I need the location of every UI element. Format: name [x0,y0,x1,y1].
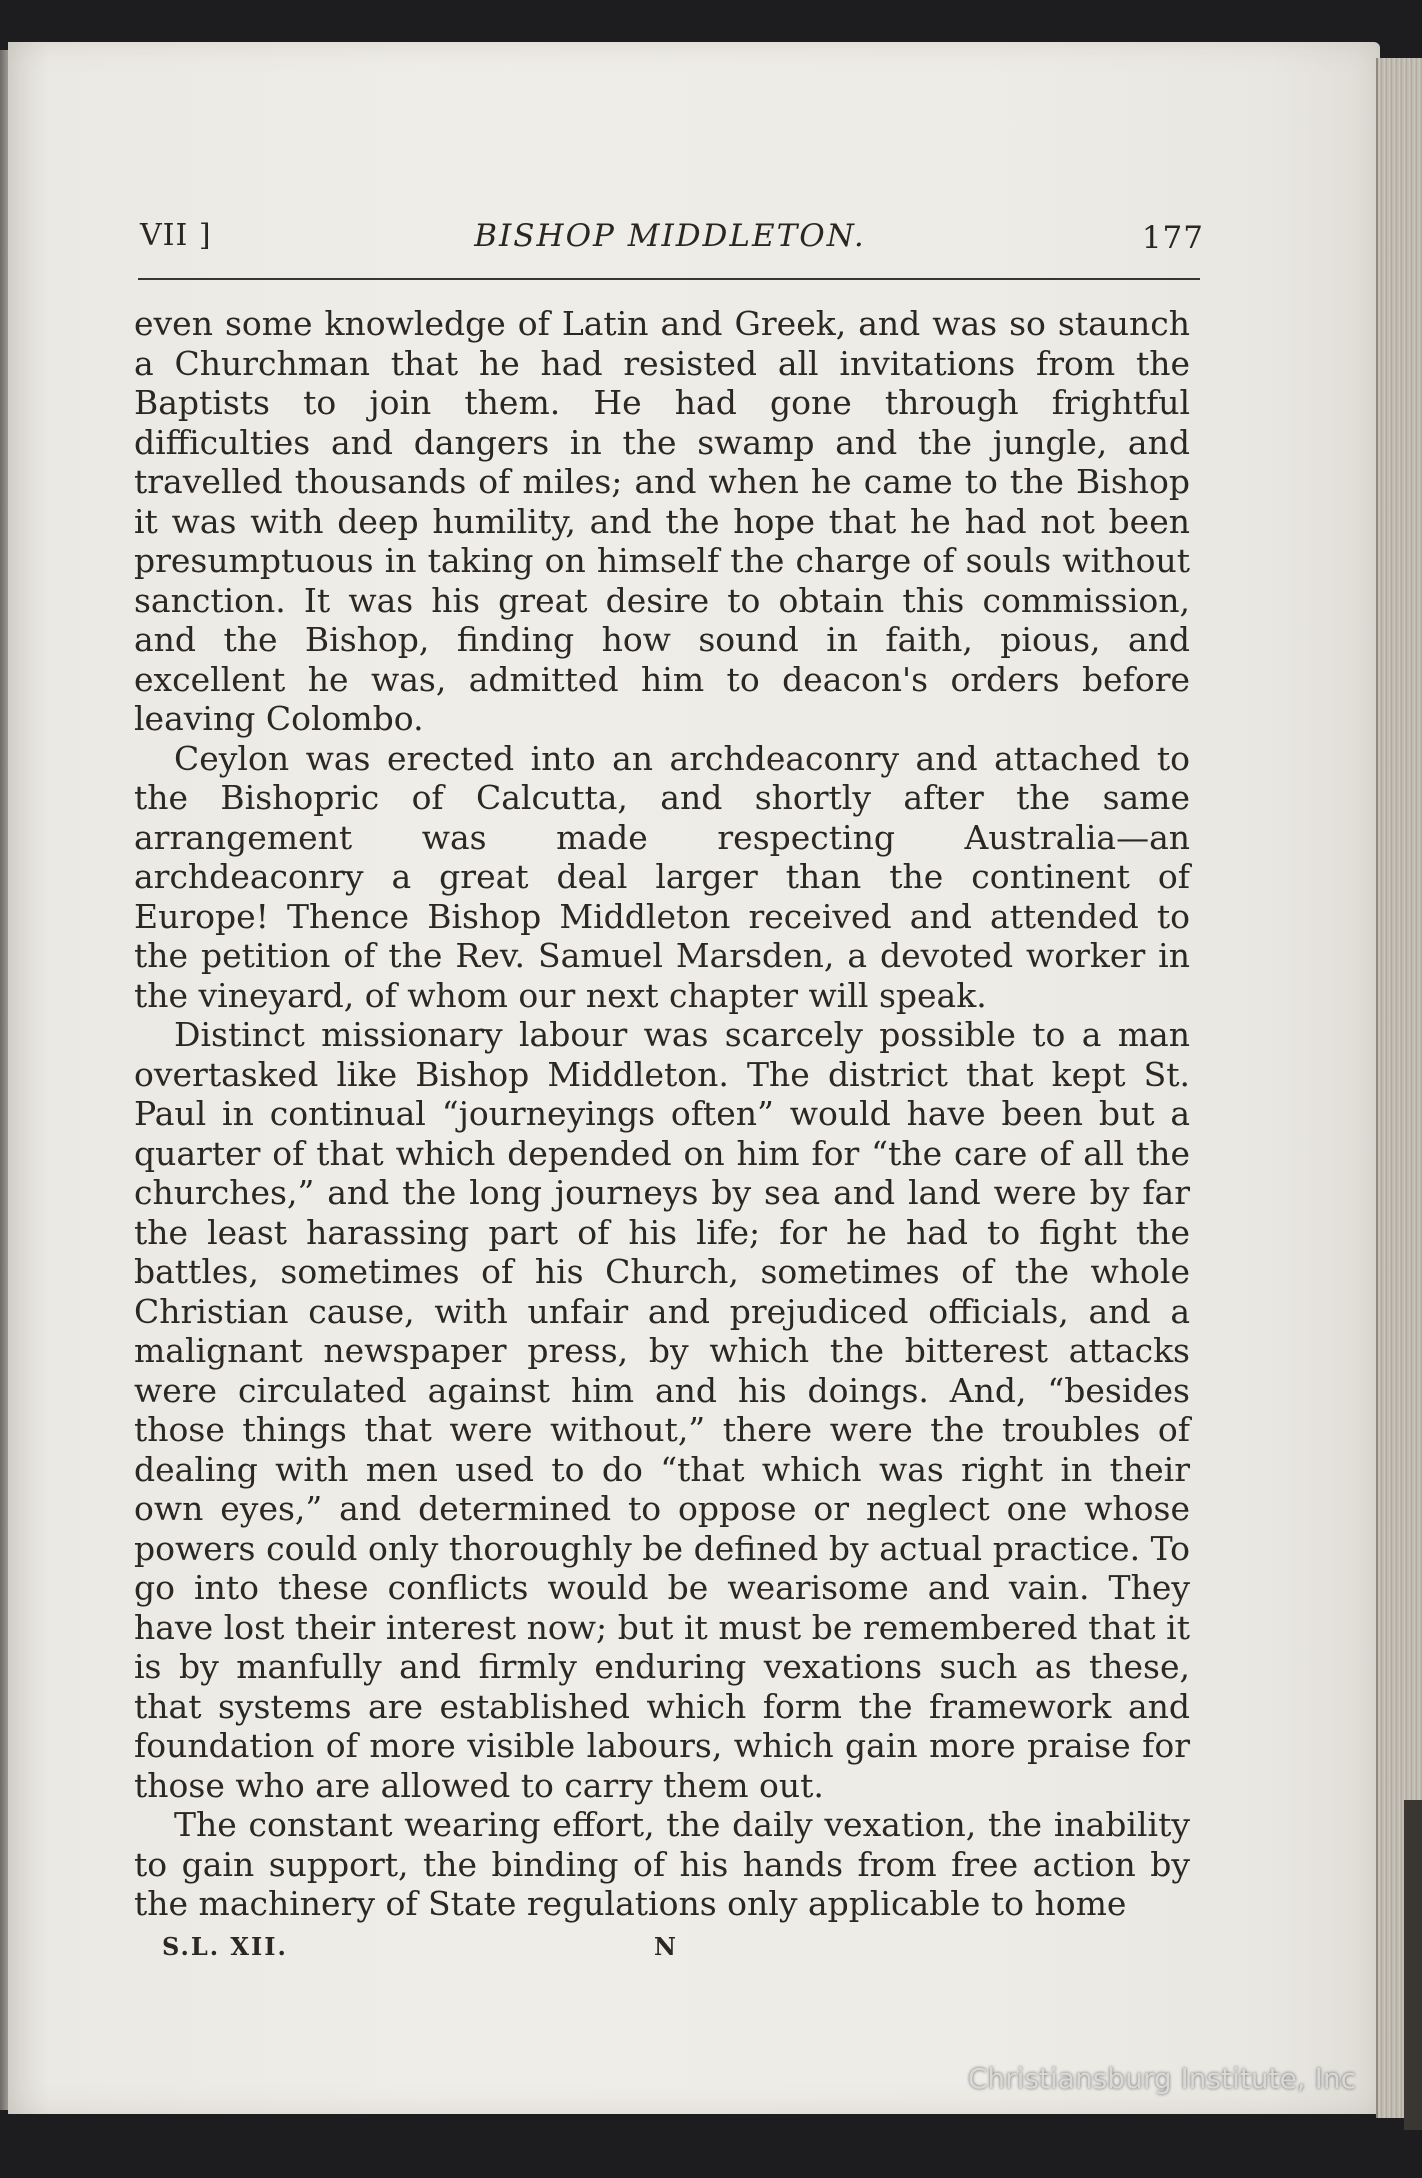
paragraph: The constant wearing effort, the daily vexation, the inability to gain support, the binding of his hands from free action by the machinery of State regulations only applicable to home [134,1805,1190,1923]
running-head [136,218,1204,258]
cover-edge [1404,1800,1422,2130]
page-number: 177 [1141,220,1204,256]
paragraph: Distinct missionary labour was scarcely possible to a man overtasked like Bishop Middleton. The district that kept St. Paul in continual “journeyings often” would have been but a quarter of that which depended on him for “the care of all the churches,” and the long journeys by sea and land were by far the least harassing part of his life; for he had to fight the battles, sometimes of his Church, sometimes of the whole Christian cause, with unfair and prejudiced officials, and a malignant newspaper press, by which the bitterest attacks were circulated against him and his doings. And, “besides those things that were without,” there were the troubles of dealing with men used to do “that which was right in their own eyes,” and determined to oppose or neglect one whose powers could only thoroughly be defined by actual practice. To go into these conflicts would be wearisome and vain. They have lost their interest now; but it must be remembered that it is by manfully and firmly enduring vexations such as these, that systems are established which form the framework and foundation of more visible labours, which gain more praise for those who are allowed to carry them out. [134,1015,1190,1805]
paragraph: even some knowledge of Latin and Greek, and was so staunch a Churchman that he had resisted all invitations from the Baptists to join them. He had gone through frightful difficulties and dangers in the swamp and the jungle, and travelled thousands of miles; and when he came to the Bishop it was with deep humility, and the hope that he had not been presumptuous in taking on himself the charge of souls without sanction. It was his great desire to obtain this commission, and the Bishop, finding how sound in faith, pious, and excellent he was, admitted him to deacon's orders before leaving Colombo. [134,304,1190,738]
paragraph: Ceylon was erected into an archdeaconry and attached to the Bishopric of Calcutta, and shortly after the same arrangement was made respecting Australia—an archdeaconry a great deal larger than the continent of Europe! Thence Bishop Middleton received and attended to the petition of the Rev. Samuel Marsden, a devoted worker in the vineyard, of whom our next chapter will speak. [134,738,1190,1015]
watermark: Christiansburg Institute, Inc [967,2062,1356,2095]
header-rule [138,278,1200,280]
running-title: BISHOP MIDDLETON. [474,218,866,254]
signature-label: S.L. XII. [162,1932,288,1961]
chapter-number: VII ] [140,218,212,253]
body-text [134,304,1190,1924]
page-footer [162,1932,762,1968]
signature-mark: N [654,1932,678,1961]
